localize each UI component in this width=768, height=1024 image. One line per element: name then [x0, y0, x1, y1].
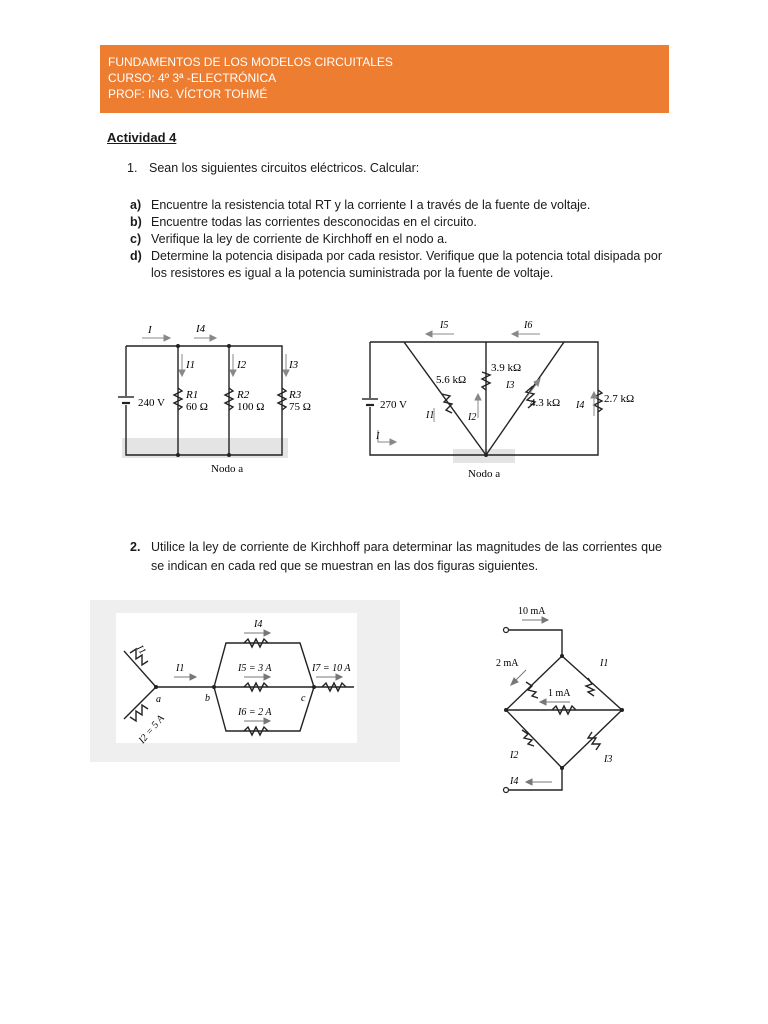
circuit-1-diagram [118, 316, 311, 480]
document-header [100, 45, 669, 113]
label-current-i1: I1 [600, 658, 609, 669]
label-node-c: c [301, 693, 306, 704]
header-course-title: FUNDAMENTOS DE LOS MODELOS CIRCUITALES [108, 55, 393, 69]
label-source-voltage: 270 V [380, 399, 407, 411]
label-2ma: 2 mA [496, 658, 519, 669]
label-10ma: 10 mA [518, 606, 546, 617]
item-text: Determine la potencia disipada por cada resistor. Verifique que la potencia total disipada por los resistores es igual a la potencia suministrada por la fuente de voltaje. [151, 249, 662, 280]
label-source-voltage: 240 V [138, 397, 165, 409]
label-r-2-7k: 2.7 kΩ [604, 393, 635, 405]
label-current-i2: I2 [510, 750, 519, 761]
label-r-5-6k: 5.6 kΩ [436, 374, 467, 386]
label-current-i4: I4 [254, 619, 263, 630]
list-item [130, 248, 662, 282]
label-current-i: I [376, 431, 380, 442]
question-1-number: 1. [127, 161, 138, 175]
label-current-i5: I5 = 3 A [238, 663, 272, 674]
item-text: Encuentre todas las corrientes desconocidas en el circuito. [151, 215, 477, 229]
circuit-3-diagram [116, 613, 357, 746]
label-r-3-9k: 3.9 kΩ [491, 362, 522, 374]
label-r3: R3 [289, 389, 302, 401]
label-current-i4: I4 [510, 776, 519, 787]
label-node-a: Nodo a [468, 468, 501, 480]
question-2-text: Utilice la ley de corriente de Kirchhoff para determinar las magnitudes de las corrientes que se indican en cada red que se muestran en las dos figuras siguientes. [151, 540, 662, 573]
item-label: d) [130, 249, 142, 263]
list-item [130, 197, 662, 214]
circuit-2-diagram [358, 316, 648, 484]
item-label: c) [130, 232, 142, 246]
label-current-i1-branch: I1 [176, 663, 185, 674]
label-r2: R2 [237, 389, 250, 401]
label-current-i3: I3 [289, 359, 299, 371]
label-current-i2: I2 = 5 A [136, 713, 167, 746]
header-professor: PROF: ING. VÍCTOR TOHMÉ [108, 87, 268, 101]
label-node-a: a [156, 694, 161, 705]
question-2-number: 2. [130, 540, 141, 554]
label-r1: R1 [186, 389, 199, 401]
question-1 [127, 161, 419, 175]
label-current-i3: I3 [604, 754, 613, 765]
label-current-i1: I1 [186, 359, 196, 371]
label-current-i7: I7 = 10 A [312, 663, 351, 674]
header-course-level: CURSO: 4º 3ª -ELECTRÓNICA [108, 71, 277, 85]
label-current-i6: I6 [524, 320, 533, 331]
label-node-a: Nodo a [211, 463, 244, 475]
item-text: Encuentre la resistencia total RT y la corriente I a través de la fuente de voltaje. [151, 198, 591, 212]
label-r-4-3k: 4.3 kΩ [530, 397, 561, 409]
label-current-i: I [148, 324, 152, 336]
label-r3-value: 75 Ω [289, 401, 311, 413]
item-text: Verifique la ley de corriente de Kirchhoff en el nodo a. [151, 232, 448, 246]
label-r1-value: 60 Ω [186, 401, 208, 413]
list-item [130, 231, 662, 248]
circuit-4-diagram [492, 600, 642, 802]
label-current-i2: I2 [468, 412, 477, 423]
item-label: a) [130, 198, 142, 212]
activity-title: Actividad 4 [107, 130, 177, 145]
list-item [130, 214, 662, 231]
question-1-text: Sean los siguientes circuitos eléctricos. Calcular: [149, 161, 420, 175]
label-1ma: 1 mA [548, 688, 571, 699]
label-current-i6: I6 = 2 A [238, 707, 272, 718]
question-1-items [130, 197, 662, 282]
label-current-i1: I1 [133, 643, 148, 657]
label-node-b: b [205, 693, 210, 704]
label-current-i4: I4 [196, 323, 206, 335]
question-2 [130, 538, 662, 576]
label-r2-value: 100 Ω [237, 401, 265, 413]
label-current-i1: I1 [426, 410, 435, 421]
label-current-i2: I2 [237, 359, 247, 371]
label-current-i3: I3 [506, 380, 515, 391]
label-current-i4: I4 [576, 400, 585, 411]
item-label: b) [130, 215, 142, 229]
label-current-i5: I5 [440, 320, 449, 331]
